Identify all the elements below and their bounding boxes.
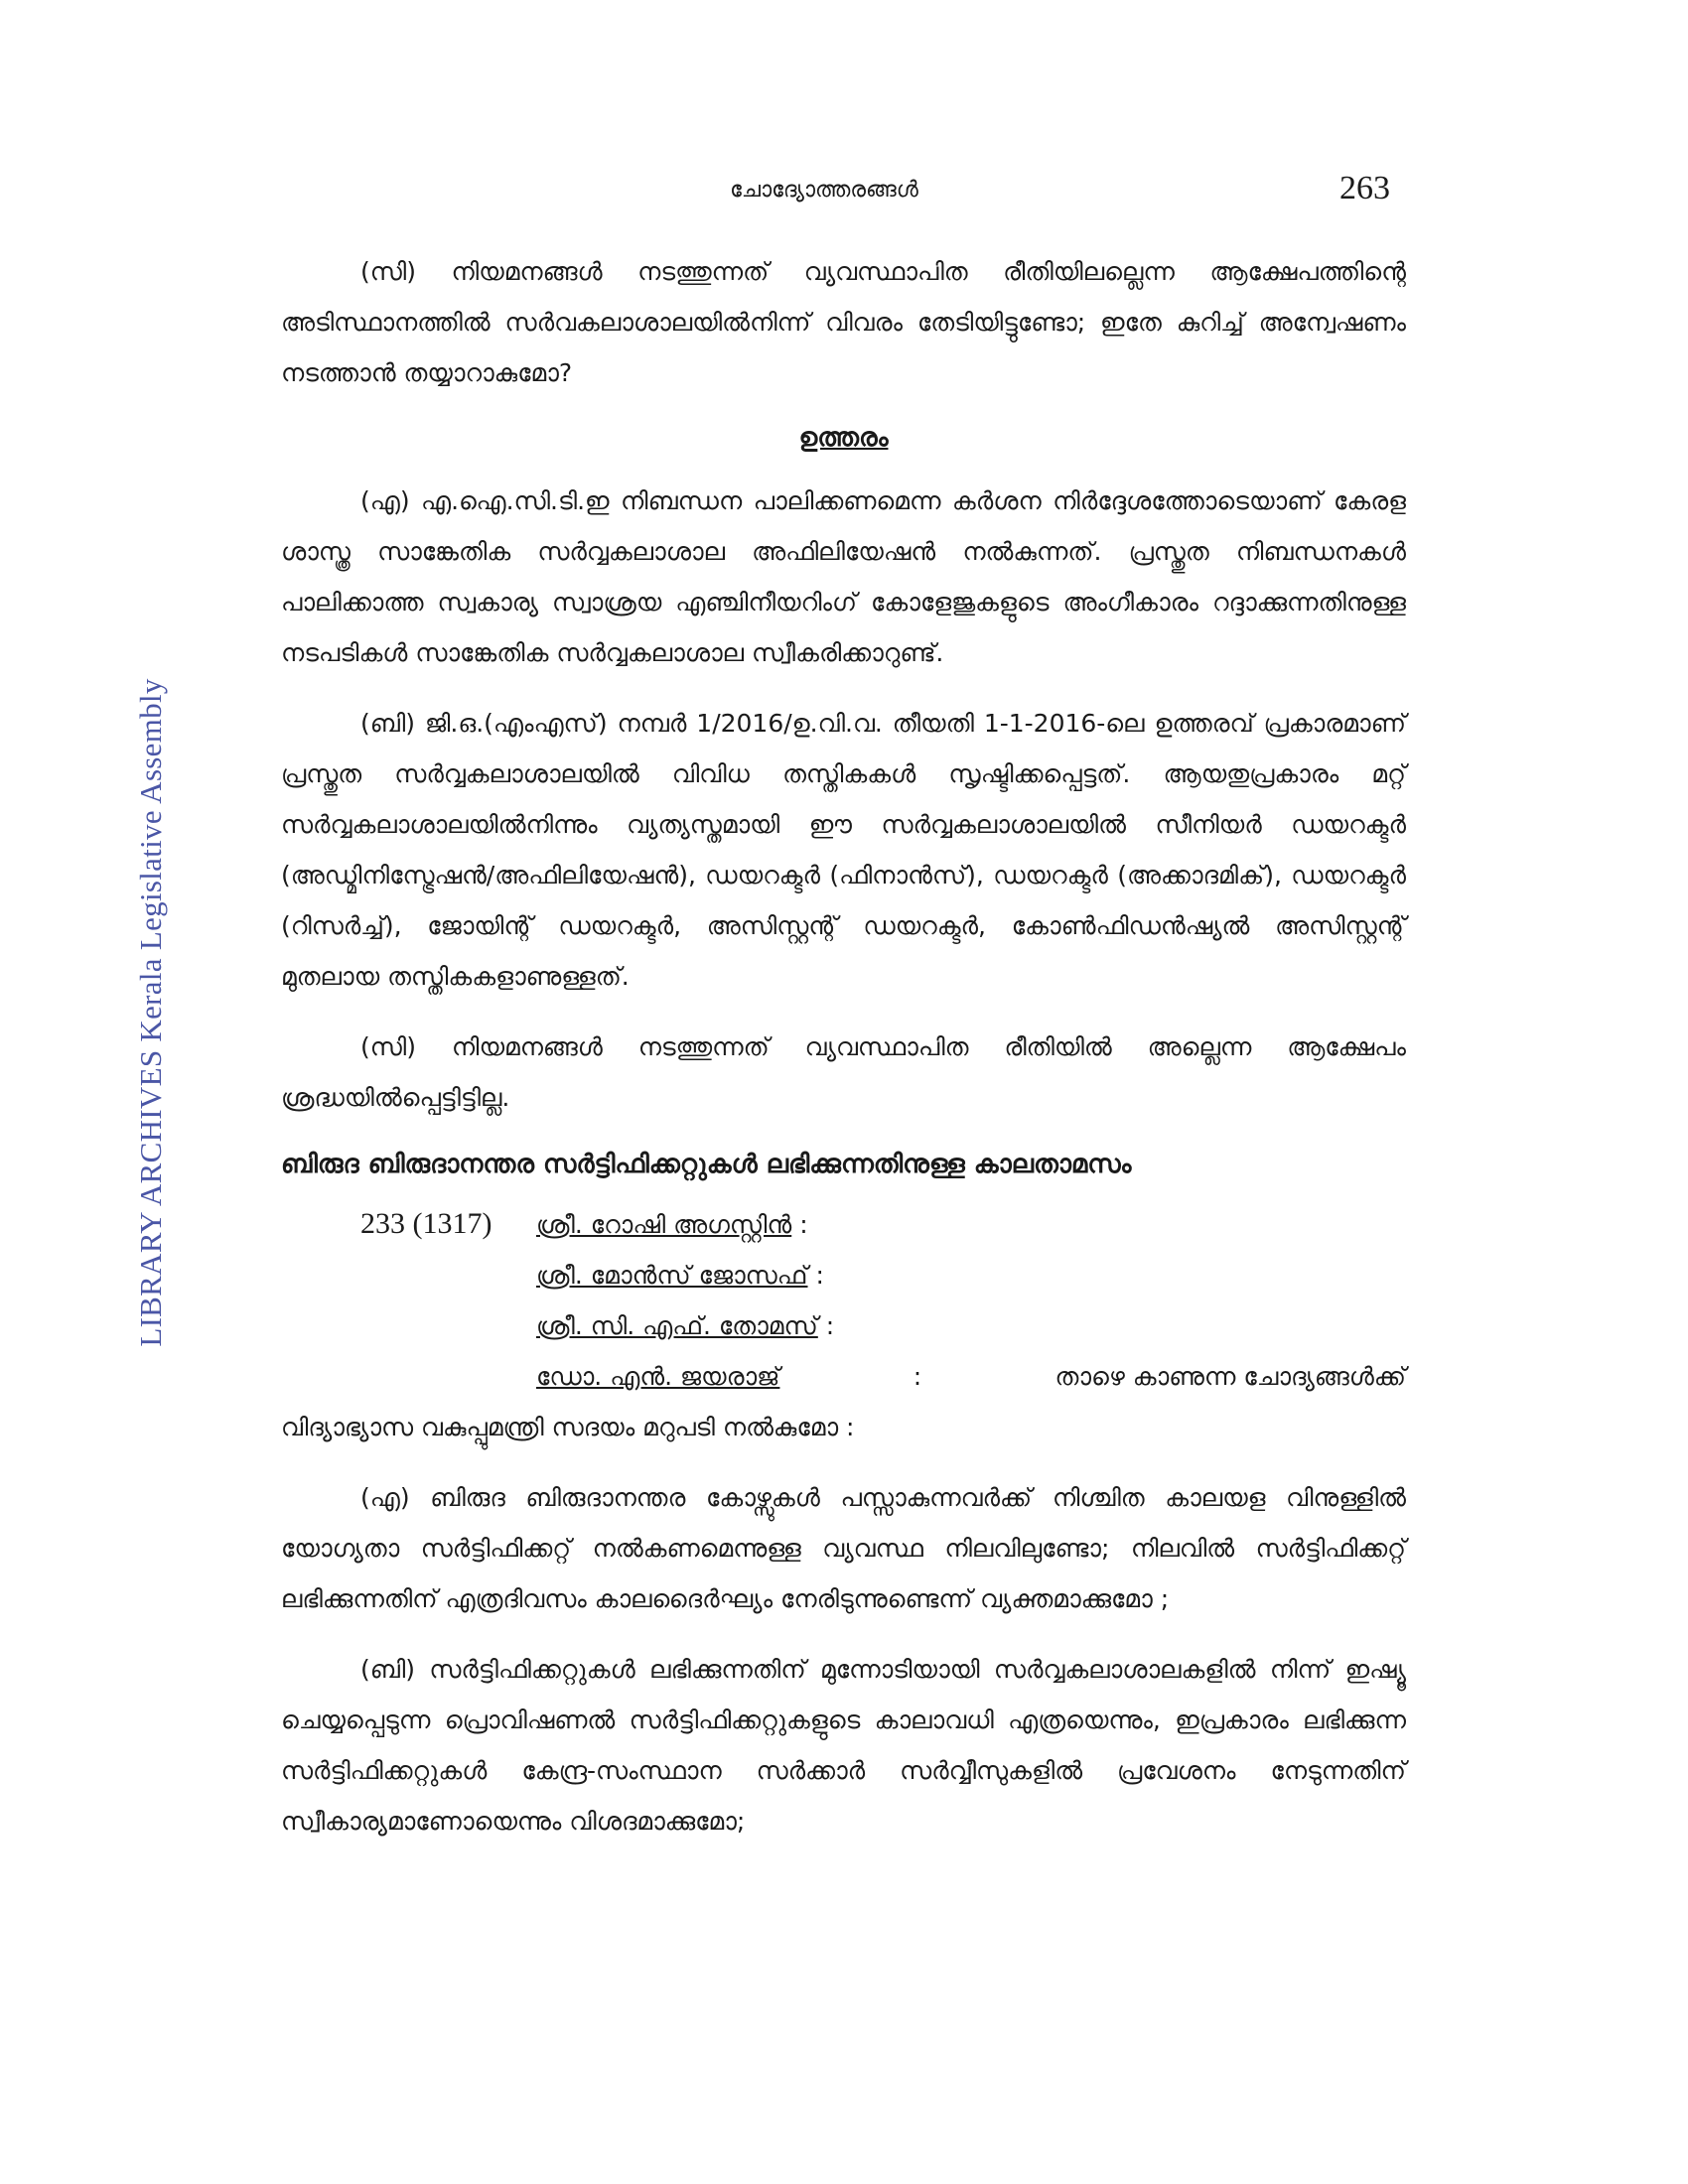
page-number: 263 xyxy=(1339,170,1390,206)
member-colon: : xyxy=(799,1210,808,1239)
member-colon: : xyxy=(815,1261,824,1290)
answer-b: (ബി) ജി.ഒ.(എംഎസ്) നമ്പർ 1/2016/ഉ.വി.വ. തീയതി 1-1-2016-ലെ ഉത്തരവ് പ്രകാരമാണ് പ്രസ്തുത സർവ്വകലാശാലയിൽ വിവിധ തസ്തികകൾ സൃഷ്ടിക്കപ്പെട്ടത്. ആയതുപ്രകാരം മറ്റ് സർവ്വകലാശാലയിൽനിന്നും വ്യത്യസ്തമായി ഈ സർവ്വകലാശാലയിൽ സീനിയർ ഡയറക്ടർ (അഡ്മിനിസ്ട്രേഷൻ/അഫിലിയേഷൻ), ഡയറക്ടർ (ഫിനാൻസ്), ഡയറക്ടർ (അക്കാദമിക്), ഡയറക്ടർ (റിസർച്ച്), ജോയിന്റ് ഡയറക്ടർ, അസിസ്റ്റന്റ് ഡയറക്ടർ, കോൺഫിഡൻഷ്യൽ അസിസ്റ്റന്റ് മുതലായ തസ്തികകളാണുള്ളത്. xyxy=(281,709,1406,991)
question-heading: ബിരുദ ബിരുദാനന്തര സർട്ടിഫിക്കറ്റുകൾ ലഭിക്കുന്നതിനുള്ള കാലതാമസം xyxy=(281,1150,1132,1179)
watermark: LIBRARY ARCHIVES Kerala Legislative Assembly xyxy=(133,678,168,1347)
page-header-title: ചോദ്യോത്തരങ്ങൾ xyxy=(730,178,918,203)
member-colon: : xyxy=(913,1362,922,1391)
member-row xyxy=(281,1250,1406,1300)
answer-c: (സി) നിയമനങ്ങൾ നടത്തുന്നത് വ്യവസ്ഥാപിത രീതിയിൽ അല്ലെന്ന ആക്ഷേപം ശ്രദ്ധയിൽപ്പെട്ടിട്ടില്ല. xyxy=(281,1032,1406,1112)
running-head xyxy=(278,170,1390,210)
question-intro-continuation: വിദ്യാഭ്യാസ വകുപ്പുമന്ത്രി സദയം മറുപടി നൽകുമോ : xyxy=(281,1413,855,1441)
member-colon: : xyxy=(825,1311,835,1340)
member-name: ശ്രീ. സി. എഫ്. തോമസ് xyxy=(536,1311,818,1340)
previous-question-c: (സി) നിയമനങ്ങൾ നടത്തുന്നത് വ്യവസ്ഥാപിത രീതിയിലല്ലെന്ന ആക്ഷേപത്തിന്റെ അടിസ്ഥാനത്തിൽ സർവകലാശാലയിൽനിന്ന് വിവരം തേടിയിട്ടുണ്ടോ; ഇതേ കുറിച്ച് അന്വേഷണം നടത്താൻ തയ്യാറാകുമോ? xyxy=(281,257,1406,387)
question-number: 233 (1317) xyxy=(360,1207,492,1240)
question-b: (ബി) സർട്ടിഫിക്കറ്റുകൾ ലഭിക്കുന്നതിന് മുന്നോടിയായി സർവ്വകലാശാലകളിൽ നിന്ന് ഇഷ്യൂ ചെയ്യപ്പെടുന്ന പ്രൊവിഷണൽ സർട്ടിഫിക്കറ്റുകളുടെ കാലാവധി എത്രയെന്നും, ഇപ്രകാരം ലഭിക്കുന്ന സർട്ടിഫിക്കറ്റുകൾ കേന്ദ്ര-സംസ്ഥാന സർക്കാർ സർവ്വീസുകളിൽ പ്രവേശനം നേടുന്നതിന് സ്വീകാര്യമാണോയെന്നും വിശദമാക്കുമോ; xyxy=(281,1655,1406,1836)
question-members xyxy=(281,1198,1406,1452)
member-row xyxy=(281,1300,1406,1351)
member-name: ശ്രീ. മോൻസ് ജോസഫ് xyxy=(536,1261,808,1290)
question-a: (എ) ബിരുദ ബിരുദാനന്തര കോഴ്സുകൾ പസ്സാകുന്നവർക്ക് നിശ്ചിത കാലയള വിനുള്ളിൽ യോഗ്യതാ സർട്ടിഫിക്കറ്റ് നൽകണമെന്നുള്ള വ്യവസ്ഥ നിലവിലുണ്ടോ; നിലവിൽ സർട്ടിഫിക്കറ്റ് ലഭിക്കുന്നതിന് എത്രദിവസം കാലദൈർഘ്യം നേരിടുന്നുണ്ടെന്ന് വ്യക്തമാക്കുമോ ; xyxy=(281,1483,1406,1613)
question-intro-text: താഴെ കാണുന്ന ചോദ്യങ്ങൾക്ക് xyxy=(1055,1362,1406,1391)
member-name: ഡോ. എൻ. ജയരാജ് xyxy=(536,1362,780,1391)
member-name: ശ്രീ. റോഷി അഗസ്റ്റിൻ xyxy=(536,1210,792,1239)
member-row xyxy=(281,1351,1406,1402)
answer-a: (എ) എ.ഐ.സി.ടി.ഇ നിബന്ധന പാലിക്കണമെന്ന കർശന നിർദ്ദേശത്തോടെയാണ് കേരള ശാസ്ത്ര സാങ്കേതിക സർവ്വകലാശാല അഫിലിയേഷൻ നൽകുന്നത്. പ്രസ്തുത നിബന്ധനകൾ പാലിക്കാത്ത സ്വകാര്യ സ്വാശ്രയ എഞ്ചിനീയറിംഗ് കോളേജുകളുടെ അംഗീകാരം റദ്ദാക്കുന്നതിനുള്ള നടപടികൾ സാങ്കേതിക സർവ്വകലാശാല സ്വീകരിക്കാറുണ്ട്. xyxy=(281,486,1406,667)
answer-heading: ഉത്തരം xyxy=(798,423,889,453)
page-body xyxy=(281,246,1406,1866)
member-row xyxy=(281,1198,1406,1250)
